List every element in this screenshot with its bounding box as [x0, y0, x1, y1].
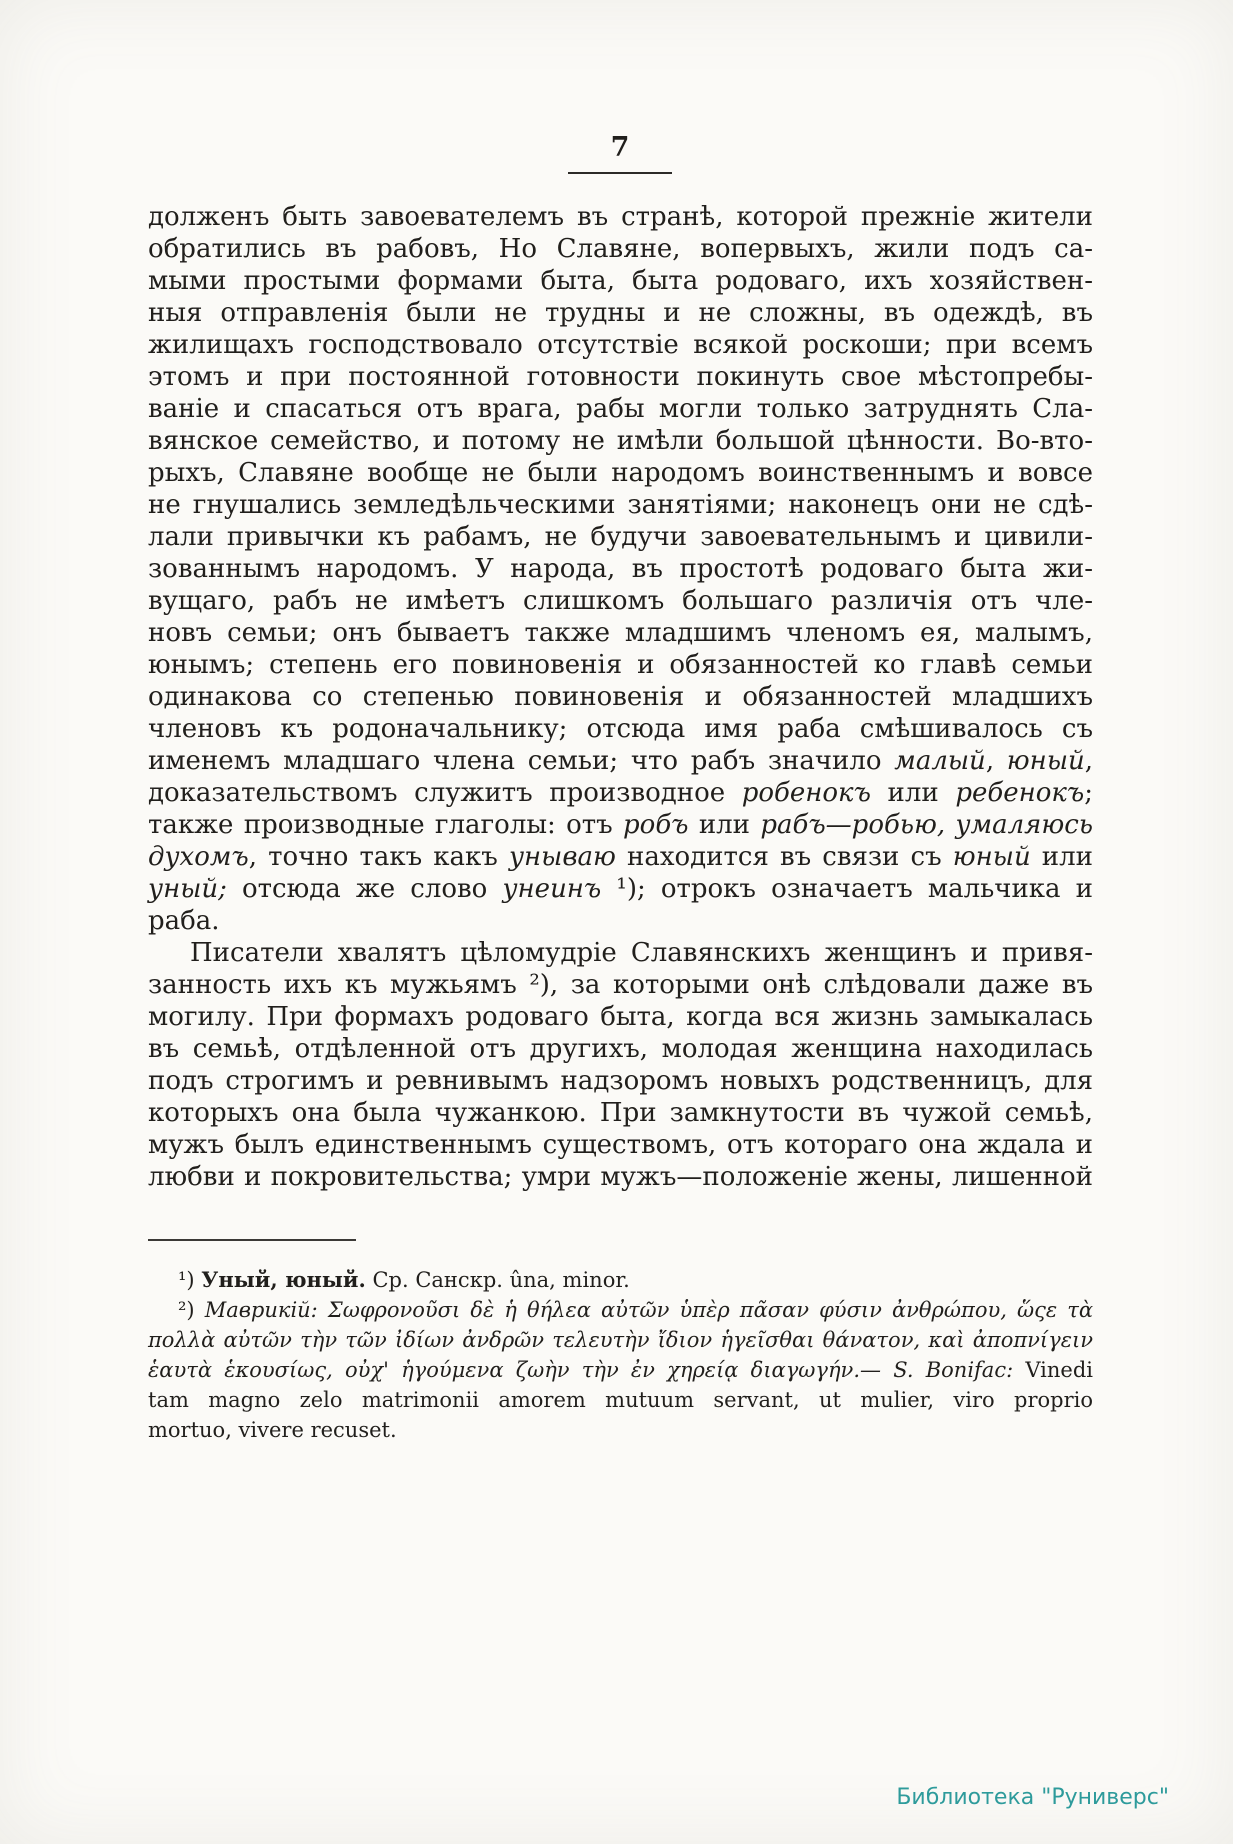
- text-line: [148, 361, 1093, 393]
- text-segment: находится въ связи съ: [615, 842, 953, 872]
- text-line: [148, 1033, 1093, 1065]
- text-line: [148, 873, 1093, 905]
- text-line: [148, 585, 1093, 617]
- text-segment: юный: [952, 842, 1031, 872]
- text-segment: мыми простыми формами быта, быта родоваго, ихъ хозяйствен-: [148, 266, 1093, 296]
- text-line: [148, 1355, 1093, 1385]
- text-segment: зованнымъ народомъ. У народа, въ простотѣ родоваго быта жи-: [148, 554, 1093, 584]
- text-line: [148, 649, 1093, 681]
- text-segment: именемъ младшаго члена семьи; что рабъ значило: [148, 746, 895, 776]
- text-line: [148, 553, 1093, 585]
- text-segment: доказательствомъ служитъ производное: [148, 778, 742, 808]
- footnotes: [148, 1265, 1093, 1445]
- text-segment: робъ: [623, 810, 689, 840]
- text-line: [148, 1325, 1093, 1355]
- text-segment: ваніе и спасаться отъ врага, рабы могли только затруднять Сла-: [148, 394, 1093, 424]
- page-number-rule: [568, 172, 672, 174]
- text-line: [148, 1097, 1093, 1129]
- text-line: [148, 1385, 1093, 1415]
- text-segment: унываю: [508, 842, 616, 872]
- text-segment: одинакова со степенью повиновенія и обязанностей младшихъ: [148, 682, 1093, 712]
- text-segment: Σωφρονοῦσι δὲ ἡ θήλεα αὐτῶν ὑπὲρ πᾶσαν φύσιν ἀνθρώπου, ὥςε τὰ: [327, 1298, 1093, 1322]
- text-line: [148, 745, 1093, 777]
- text-segment: не гнушались земледѣльческими занятіями; наконецъ они не сдѣ-: [148, 490, 1093, 520]
- text-segment: занность ихъ къ мужьямъ ²), за которыми онѣ слѣдовали даже въ: [148, 970, 1093, 1000]
- text-segment: новъ семьи; онъ бываетъ также младшимъ членомъ ея, малымъ,: [148, 618, 1093, 648]
- text-segment: могилу. При формахъ родоваго быта, когда вся жизнь замыкалась: [148, 1002, 1093, 1032]
- text-line: [148, 777, 1093, 809]
- text-segment: любви и покровительства; умри мужъ—положеніе жены, лишенной: [148, 1162, 1093, 1192]
- text-line: [148, 1001, 1093, 1033]
- text-line: [148, 297, 1093, 329]
- text-segment: ἑαυτὰ ἑκουσίως, οὐχ' ἡγούμενα ζωὴν τὴν ἐν χηρείᾳ διαγωγήν.—: [148, 1358, 881, 1382]
- text-segment: раба.: [148, 906, 220, 936]
- text-line: [148, 393, 1093, 425]
- text-line: [148, 681, 1093, 713]
- footnote-separator: [148, 1239, 356, 1241]
- text-segment: уный;: [148, 874, 227, 904]
- text-line: [148, 841, 1093, 873]
- text-segment: [881, 1358, 893, 1382]
- text-segment: обратились въ рабовъ, Но Славяне, вопервыхъ, жили подъ са-: [148, 234, 1093, 264]
- text-segment: долженъ быть завоевателемъ въ странѣ, которой прежніе жители: [148, 202, 1093, 232]
- text-segment: ;: [1084, 778, 1093, 808]
- text-segment: , точно такъ какъ: [248, 842, 509, 872]
- text-segment: отсюда же слово: [226, 874, 503, 904]
- text-line: [148, 489, 1093, 521]
- text-segment: духомъ: [148, 842, 249, 872]
- text-segment: въ семьѣ, отдѣленной отъ другихъ, молодая женщина находилась: [148, 1034, 1093, 1064]
- text-segment: Уный, юный.: [201, 1267, 366, 1292]
- text-segment: рабъ—робью, умаляюсь: [760, 810, 1093, 840]
- text-line: [148, 969, 1093, 1001]
- text-segment: лали привычки къ рабамъ, не будучи завоевательнымъ и цивили-: [148, 522, 1093, 552]
- text-segment: или: [870, 778, 956, 808]
- text-segment: унеинъ: [502, 874, 602, 904]
- text-segment: Писатели хвалятъ цѣломудріе Славянскихъ женщинъ и привя-: [190, 938, 1093, 968]
- text-line: [148, 713, 1093, 745]
- text-segment: mortuo, vivere recuset.: [148, 1418, 397, 1442]
- text-segment: Vinedi: [1013, 1358, 1093, 1382]
- page-number: 7: [610, 132, 631, 163]
- text-segment: ,: [985, 746, 1007, 776]
- text-segment: ныя отправленія были не трудны и не сложны, въ одеждѣ, въ: [148, 298, 1093, 328]
- text-segment: подъ строгимъ и ревнивымъ надзоромъ новыхъ родственницъ, для: [148, 1066, 1093, 1096]
- text-segment: мужъ былъ единственнымъ существомъ, отъ котораго она ждала и: [148, 1130, 1093, 1160]
- text-line: [148, 233, 1093, 265]
- text-line: [148, 937, 1093, 969]
- text-segment: жилищахъ господствовало отсутствіе всякой роскоши; при всемъ: [148, 330, 1093, 360]
- text-line: [148, 1295, 1093, 1325]
- text-line: [148, 201, 1093, 233]
- text-segment: этомъ и при постоянной готовности покинуть свое мѣстопребы-: [148, 362, 1093, 392]
- text-line: [148, 1265, 1093, 1295]
- text-segment: или: [688, 810, 761, 840]
- body-text: [148, 201, 1093, 1193]
- text-segment: ²): [178, 1298, 205, 1322]
- text-line: [148, 1129, 1093, 1161]
- text-line: [148, 809, 1093, 841]
- text-line: [148, 457, 1093, 489]
- text-segment: или: [1030, 842, 1093, 872]
- text-segment: πολλὰ αὐτῶν τὴν τῶν ἰδίων ἀνδρῶν τελευτὴν ἴδιον ἡγεῖσθαι θάνατον, καὶ ἀποπνίγειν: [148, 1328, 1093, 1352]
- text-line: [148, 329, 1093, 361]
- text-segment: рыхъ, Славяне вообще не были народомъ воинственнымъ и вовсе: [148, 458, 1093, 488]
- watermark: Библиотека "Руниверс": [896, 1785, 1169, 1810]
- text-segment: [318, 1298, 328, 1322]
- text-segment: ¹): [178, 1268, 202, 1292]
- text-line: [148, 265, 1093, 297]
- text-segment: ,: [1084, 746, 1093, 776]
- text-line: [148, 425, 1093, 457]
- text-line: [148, 617, 1093, 649]
- text-line: [148, 1415, 1093, 1445]
- text-line: [148, 1161, 1093, 1193]
- text-segment: юнымъ; степень его повиновенія и обязанностей ко главѣ семьи: [148, 650, 1093, 680]
- text-segment: малый: [894, 746, 986, 776]
- text-segment: робенокъ: [741, 778, 871, 808]
- text-line: [148, 521, 1093, 553]
- text-segment: ребенокъ: [955, 778, 1085, 808]
- text-segment: ¹); отрокъ означаетъ мальчика и: [601, 874, 1093, 904]
- text-segment: вущаго, рабъ не имѣетъ слишкомъ большаго различія отъ чле-: [148, 586, 1093, 616]
- text-segment: Ср. Санскр. ûna, minor.: [365, 1268, 630, 1292]
- text-segment: вянское семейство, и потому не имѣли большой цѣнности. Во-вто-: [148, 426, 1093, 456]
- text-segment: Маврикій:: [204, 1298, 318, 1322]
- text-segment: также производные глаголы: отъ: [148, 810, 624, 840]
- text-line: [148, 1065, 1093, 1097]
- text-segment: которыхъ она была чужанкою. При замкнутости въ чужой семьѣ,: [148, 1098, 1093, 1128]
- text-segment: tam magno zelo matrimonii amorem mutuum servant, ut mulier, viro proprio: [148, 1388, 1093, 1412]
- text-segment: юный: [1006, 746, 1085, 776]
- text-segment: S. Bonifac:: [893, 1358, 1014, 1382]
- text-segment: членовъ къ родоначальнику; отсюда имя раба смѣшивалось съ: [148, 714, 1093, 744]
- text-line: [148, 905, 1093, 937]
